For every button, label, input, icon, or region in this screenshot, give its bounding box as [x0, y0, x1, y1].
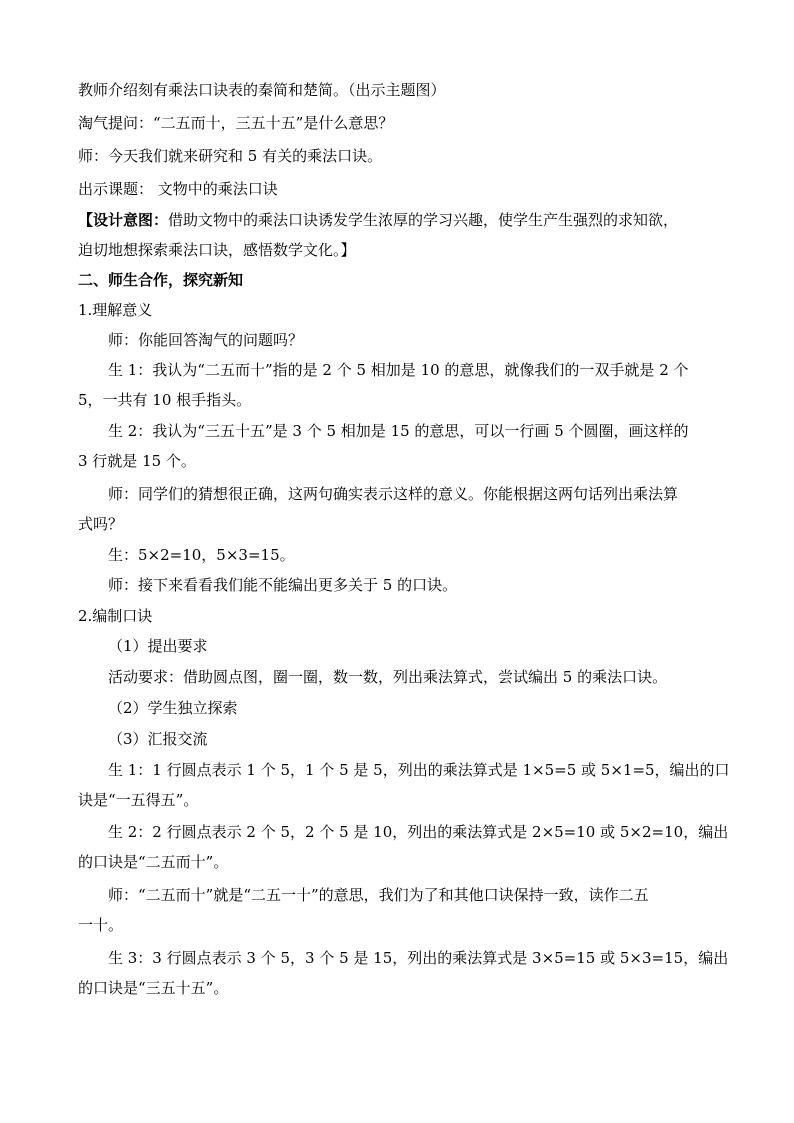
- report-1-line-1: 生 1：1 行圆点表示 1 个 5，1 个 5 是 5，列出的乘法算式是 1×5=5 或 5×1=5，编出的口: [108, 761, 730, 779]
- report-3-line-2: 的口诀是“三五十五”。: [78, 979, 229, 997]
- teacher-line-1a: 师：同学们的猜想很正确，这两句确实表示这样的意义。你能根据这两句话列出乘法算: [108, 485, 679, 503]
- part-2-heading: 2.编制口诀: [78, 607, 153, 625]
- design-intent-line-1: [78, 210, 718, 230]
- student-1-line-2: 5，一共有 10 根手指头。: [78, 391, 252, 409]
- activity-requirement: 活动要求：借助圆点图，圈一圈，数一数，列出乘法算式，尝试编出 5 的乘法口诀。: [108, 668, 668, 686]
- step-2-heading: （2）学生独立探索: [108, 699, 238, 717]
- intro-line-1: 教师介绍刻有乘法口诀表的秦简和楚简。（出示主题图）: [78, 81, 446, 99]
- lesson-title-line: 出示课题： 文物中的乘法口诀: [78, 180, 278, 198]
- intro-line-2: 淘气提问：“二五而十，三五十五”是什么意思？: [78, 114, 394, 132]
- design-intent-text-1: 借助文物中的乘法口诀诱发学生浓厚的学习兴趣，使学生产生强烈的求知欲，: [168, 211, 679, 229]
- student-2-line-2: 3 行就是 15 个。: [78, 452, 196, 470]
- step-3-heading: （3）汇报交流: [108, 730, 208, 748]
- teacher-question: 师：你能回答淘气的问题吗？: [108, 331, 304, 349]
- teacher-line-3a: 师：“二五而十”就是“二五一十”的意思，我们为了和其他口诀保持一致，读作二五: [108, 886, 649, 904]
- teacher-line-2: 师：接下来看看我们能不能编出更多关于 5 的口诀。: [108, 576, 458, 594]
- student-1-line-1: 生 1：我认为“二五而十”指的是 2 个 5 相加是 10 的意思，就像我们的一双手就是 2 个: [108, 361, 689, 379]
- report-2-line-1: 生 2：2 行圆点表示 2 个 5，2 个 5 是 10，列出的乘法算式是 2×5=10 或 5×2=10，编出: [108, 823, 729, 841]
- student-equations: 生：5×2=10，5×3=15。: [108, 546, 295, 564]
- report-2-line-2: 的口诀是“二五而十”。: [78, 853, 229, 871]
- intro-line-3: 师：今天我们就来研究和 5 有关的乘法口诀。: [78, 147, 383, 165]
- report-1-line-2: 诀是“一五得五”。: [78, 791, 199, 809]
- design-intent-line-2: 迫切地想探索乘法口诀，感悟数学文化。】: [78, 241, 356, 259]
- report-3-line-1: 生 3：3 行圆点表示 3 个 5，3 个 5 是 15，列出的乘法算式是 3×5=15 或 5×3=15，编出: [108, 949, 729, 967]
- student-2-line-1: 生 2：我认为“三五十五”是 3 个 5 相加是 15 的意思，可以一行画 5 个圆圈，画这样的: [108, 422, 689, 440]
- teacher-line-1b: 式吗？: [78, 515, 124, 533]
- design-intent-label: 【设计意图：: [78, 211, 169, 229]
- section-2-heading: 二、师生合作，探究新知: [78, 271, 244, 289]
- teacher-line-3b: 一十。: [78, 916, 124, 934]
- part-1-heading: 1.理解意义: [78, 301, 153, 319]
- step-1-heading: （1）提出要求: [108, 637, 208, 655]
